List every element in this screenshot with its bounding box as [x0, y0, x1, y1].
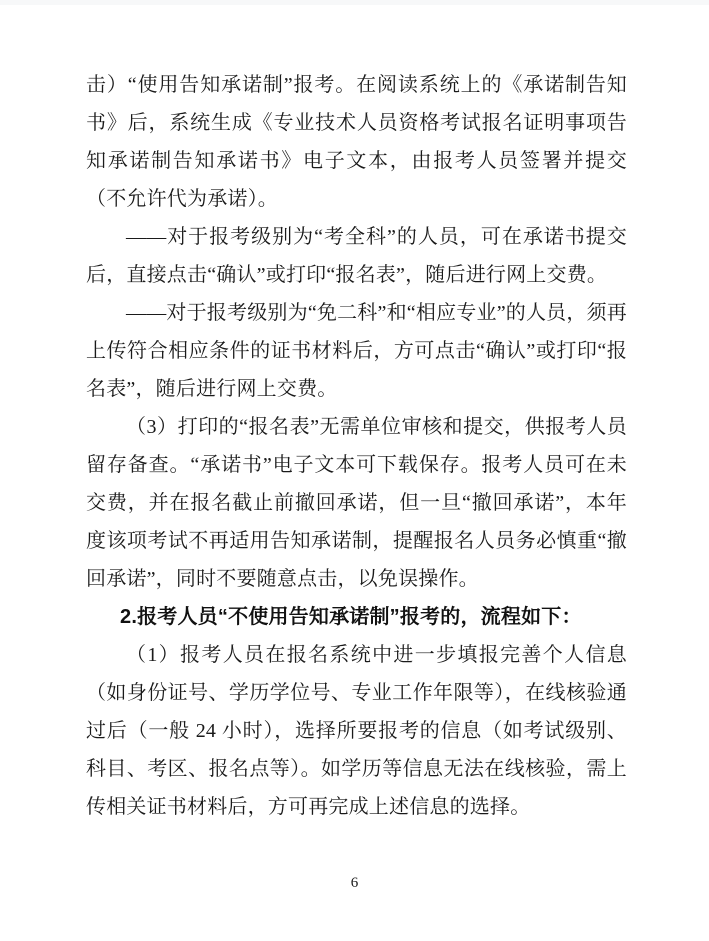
paragraph-continuation: 击）“使用告知承诺制”报考。在阅读系统上的《承诺制告知书》后，系统生成《专业技术人员资格考试报名证明事项告知承诺制告知承诺书》电子文本，由报考人员签署并提交（不允许代为承诺）。	[86, 74, 627, 210]
document-body	[86, 66, 627, 826]
page-top-edge	[0, 0, 709, 5]
paragraph-item-3-print-form: （3）打印的“报名表”无需单位审核和提交，供报考人员留存备查。“承诺书”电子文本可下载保存。报考人员可在未交费，并在报名截止前撤回承诺，但一旦“撤回承诺”，本年度该项考试不再适用告知承诺制，提醒报名人员务必慎重“撤回承诺”，同时不要随意点击，以免误操作。	[86, 416, 627, 590]
paragraph-dash-item-exempt-subjects: ——对于报考级别为“免二科”和“相应专业”的人员，须再上传符合相应条件的证书材料后，方可点击“确认”或打印“报名表”，随后进行网上交费。	[86, 302, 627, 400]
section-heading-2: 2.报考人员“不使用告知承诺制”报考的，流程如下：	[120, 606, 582, 628]
paragraph-dash-item-full-subjects: ——对于报考级别为“考全科”的人员，可在承诺书提交后，直接点击“确认”或打印“报名表”，随后进行网上交费。	[86, 226, 627, 286]
page-number: 6	[350, 875, 359, 891]
paragraph-item-1-fill-info: （1）报考人员在报名系统中进一步填报完善个人信息（如身份证号、学历学位号、专业工作年限等），在线核验通过后（一般 24 小时），选择所要报考的信息（如考试级别、科目、考区、报名点等）。如学历等信息无法在线核验，需上传相关证书材料后，方可再完成上述信息的选择。	[86, 644, 627, 818]
